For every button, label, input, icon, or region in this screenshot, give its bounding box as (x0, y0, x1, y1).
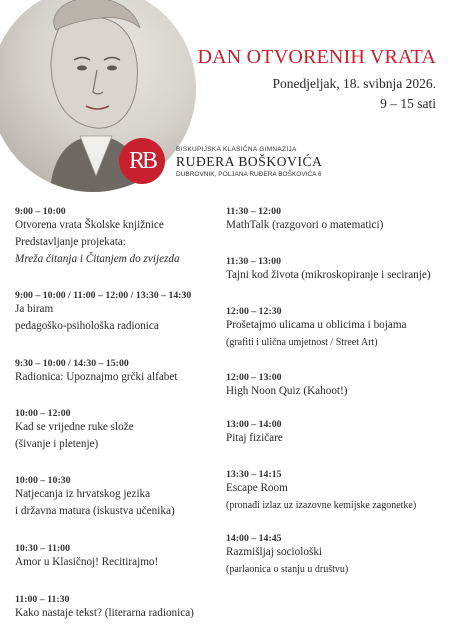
school-logo: RB (119, 138, 165, 184)
schedule-time: 12:00 – 12:30 (226, 306, 282, 317)
school-name: RUĐERA BOŠKOVIĆA (176, 154, 323, 169)
event-title: DAN OTVORENIH VRATA (197, 46, 436, 68)
schedule-time: 10:00 – 10:30 (15, 475, 71, 486)
schedule-desc: Pitaj fizičare (226, 432, 283, 444)
schedule-desc: Otvorena vrata Školske knjižnice (15, 219, 164, 231)
schedule-desc: Amor u Klasičnoj! Recitirajmo! (15, 556, 159, 568)
school-info (176, 146, 323, 178)
schedule-time: 13:00 – 14:00 (226, 419, 282, 430)
schedule-time: 11:30 – 13:00 (226, 256, 281, 267)
schedule-desc: Kad se vrijedne ruke slože (15, 421, 134, 433)
schedule-desc: Predstavljanje projekata: (15, 236, 126, 248)
schedule-item (226, 256, 431, 284)
schedule-time: 10:30 – 11:00 (15, 543, 70, 554)
schedule-desc: MathTalk (razgovori o matematici) (226, 219, 384, 231)
schedule-time: 9:00 – 10:00 / 11:00 – 12:00 / 13:30 – 14:30 (15, 290, 192, 301)
schedule-item (226, 206, 383, 234)
schedule-item (15, 358, 177, 386)
schedule-desc: Ja biram (15, 303, 54, 315)
schedule-item (15, 475, 175, 520)
schedule-desc: Mreža čitanja i Čitanjem do zvijezda (15, 253, 180, 265)
schedule-desc: (šivanje i pletenje) (15, 438, 99, 450)
schedule-time: 9:00 – 10:00 (15, 206, 66, 217)
schedule-desc: Natjecanja iz hrvatskog jezika (15, 488, 151, 500)
schedule-time: 13:30 – 14:15 (226, 469, 282, 480)
event-date: Ponedjeljak, 18. svibnja 2026. (272, 76, 436, 91)
schedule-desc: Tajni kod života (mikroskopiranje i seciranje) (226, 269, 431, 281)
schedule-desc: (parlaonica o stanju u društvu) (226, 564, 349, 575)
schedule-item (226, 469, 416, 514)
schedule-item (15, 543, 158, 571)
schedule-item (226, 533, 348, 578)
schedule-desc: Escape Room (226, 482, 288, 494)
schedule-time: 11:30 – 12:00 (226, 206, 281, 217)
school-type: BISKUPIJSKA KLASIČNA GIMNAZIJA (176, 146, 297, 153)
schedule-item (15, 408, 134, 453)
schedule-time: 14:00 – 14:45 (226, 533, 282, 544)
schedule-desc: Prošetajmo ulicama u oblicima i bojama (226, 319, 407, 331)
schedule-item (15, 594, 194, 622)
schedule-desc: pedagoško-psihološka radionica (15, 320, 159, 332)
schedule-desc: High Noon Quiz (Kahoot!) (226, 385, 348, 397)
schedule-desc: Kako nastaje tekst? (literarna radionica) (15, 607, 194, 619)
schedule-time: 12:00 – 13:00 (226, 372, 282, 383)
schedule-item (226, 372, 347, 400)
schedule-desc: Radionica: Upoznajmo grčki alfabet (15, 371, 178, 383)
schedule-desc: Razmišljaj sociološki (226, 546, 323, 558)
schedule-item (15, 206, 180, 268)
schedule-time: 11:00 – 11:30 (15, 594, 70, 605)
schedule-item (226, 419, 283, 447)
portrait-engraving (0, 0, 196, 192)
schedule-time: 10:00 – 12:00 (15, 408, 71, 419)
schedule-item (226, 306, 407, 351)
schedule-time: 9:30 – 10:00 / 14:30 – 15:00 (15, 358, 129, 369)
school-address: DUBROVNIK, POLJANA RUĐERA BOŠKOVIĆA 6 (176, 171, 322, 178)
schedule-desc: (grafiti i ulična umjetnost / Street Art) (226, 337, 378, 348)
schedule-desc: (pronađi izlaz uz izazovne kemijske zagonetke) (226, 500, 417, 511)
schedule-item (15, 290, 191, 335)
schedule-desc: i državna matura (iskustva učenika) (15, 505, 175, 517)
event-hours: 9 – 15 sati (380, 96, 436, 111)
